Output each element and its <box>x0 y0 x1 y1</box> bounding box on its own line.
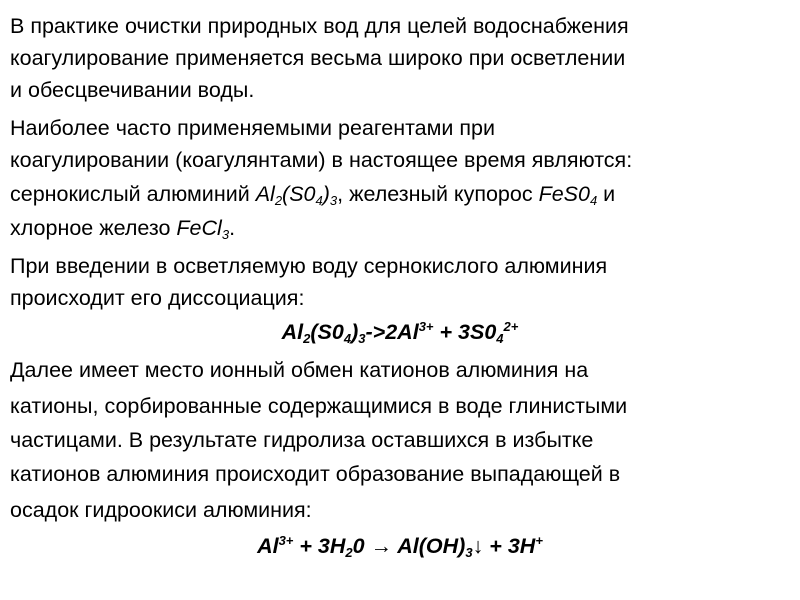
formula-subscript: 2 <box>274 193 283 208</box>
formula-subscript: 4 <box>589 193 598 208</box>
equation-part: ↓ + 3H <box>472 534 536 558</box>
text-line: Далее имеет место ионный обмен катионов алюминия на <box>10 358 589 382</box>
formula-aluminium-sulfate <box>256 182 337 206</box>
formula-iron-chloride <box>176 216 229 240</box>
text-line: катионов алюминия происходит образование выпадающей в <box>10 462 621 486</box>
equation-part: ->2Al <box>365 320 419 344</box>
equation-subscript: 4 <box>496 331 504 346</box>
text-line: частицами. В результате гидролиза оставшихся в избытке <box>10 428 594 452</box>
equation-subscript: 2 <box>303 331 311 346</box>
formula-subscript: 3 <box>221 227 230 242</box>
text-span: , железный купорос <box>337 182 539 206</box>
equation-part: ) <box>351 320 359 344</box>
text-line: осадок гидроокиси алюминия: <box>10 498 312 522</box>
equation-part: (S0 <box>310 320 344 344</box>
text-span: . <box>229 216 236 240</box>
equation-subscript: 3 <box>358 331 366 346</box>
formula-iron-sulfate <box>539 182 598 206</box>
equation-dissociation <box>0 316 800 348</box>
equation-subscript: 2 <box>345 545 353 560</box>
text-line: происходит его диссоциация: <box>10 286 305 310</box>
equation-superscript: 2+ <box>503 319 519 334</box>
text-span: и <box>597 182 616 206</box>
equation-part: + 3S0 <box>433 320 497 344</box>
formula-part: Al <box>255 182 275 206</box>
equation-part: Al <box>281 320 304 344</box>
formula-subscript: 3 <box>329 193 338 208</box>
text-line: катионы, сорбированные содержащимися в воде глинистыми <box>10 394 628 418</box>
text-line-with-formula <box>10 178 792 210</box>
equation-hydrolysis <box>0 530 800 562</box>
text-line: и обесцвечивании воды. <box>10 78 255 102</box>
text-line-with-formula <box>10 212 792 244</box>
equation-part: Al <box>257 534 279 558</box>
formula-part: FeS0 <box>538 182 590 206</box>
formula-subscript: 4 <box>315 193 323 208</box>
equation-part: 0 → Al(OH) <box>352 534 466 558</box>
text-line: коагулировании (коагулянтами) в настоящее время являются: <box>10 148 633 172</box>
formula-part: FeCl <box>176 216 222 240</box>
text-line: В практике очистки природных вод для целей водоснабжения <box>10 14 629 38</box>
text-span: хлорное железо <box>10 216 177 240</box>
equation-subscript: 3 <box>465 545 473 560</box>
formula-part: (S0 <box>282 182 316 206</box>
equation-subscript: 4 <box>343 331 352 346</box>
text-line: Наиболее часто применяемыми реагентами при <box>10 116 495 140</box>
equation-superscript: 3+ <box>278 533 294 548</box>
equation-superscript: 3+ <box>418 319 434 334</box>
text-line: коагулирование применяется весьма широко при осветлении <box>10 46 626 70</box>
equation-part: + 3H <box>293 534 346 558</box>
text-span: сернокислый алюминий <box>10 182 256 206</box>
formula-part: ) <box>322 182 330 206</box>
text-line: При введении в осветляемую воду сернокислого алюминия <box>10 254 608 278</box>
equation-superscript: + <box>535 533 543 548</box>
